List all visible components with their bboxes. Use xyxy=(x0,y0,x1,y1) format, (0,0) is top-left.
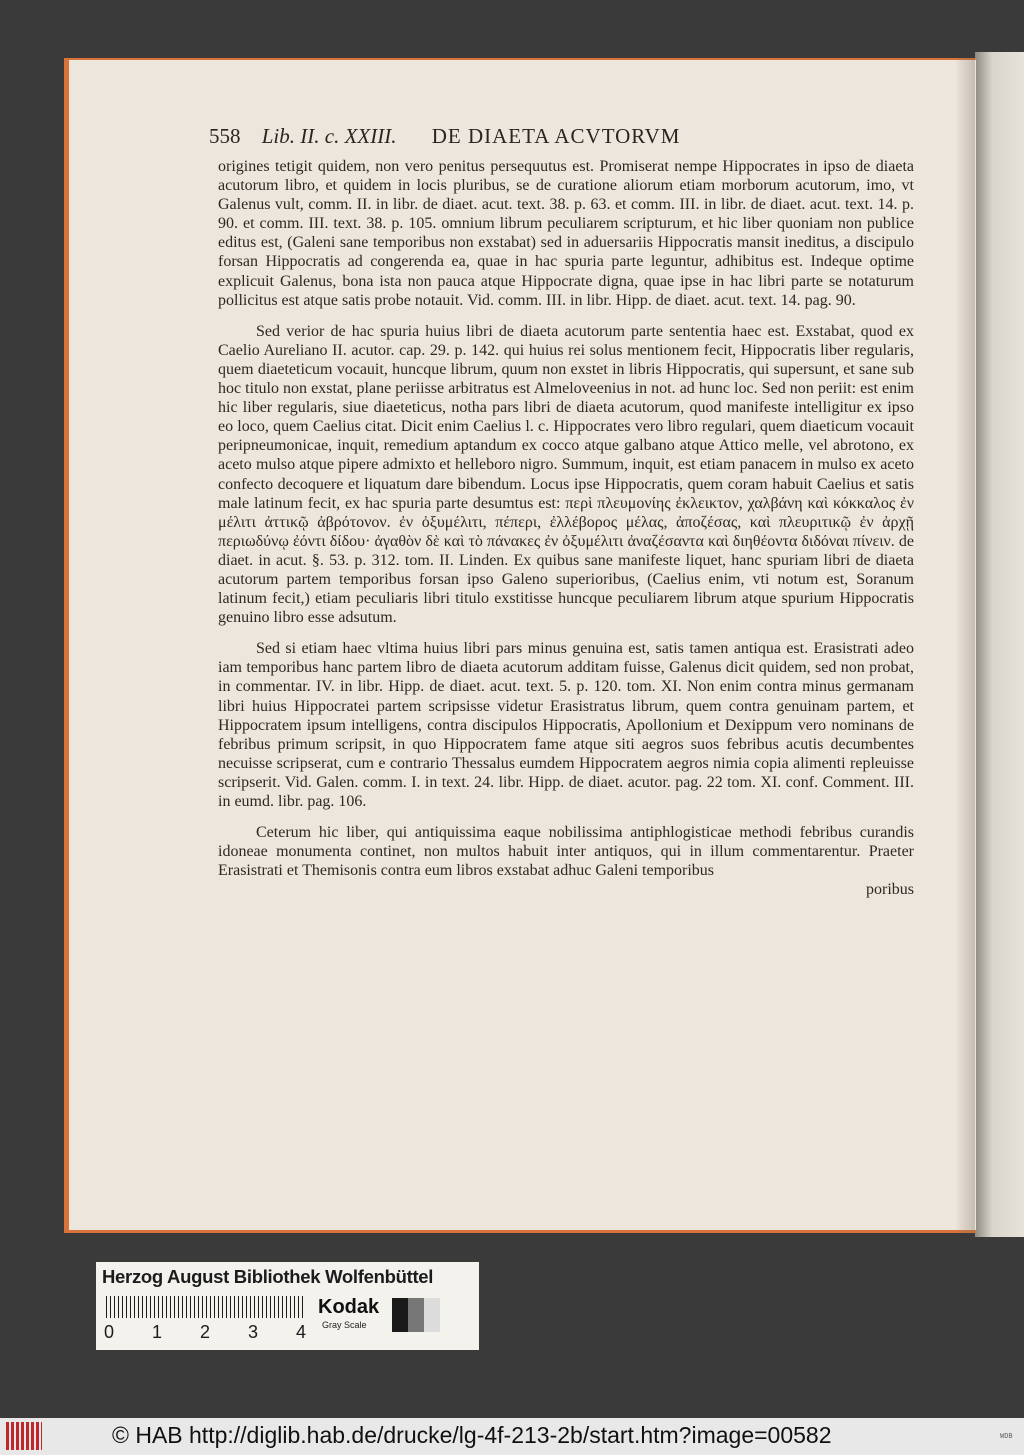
gray-patch-mid xyxy=(408,1298,424,1332)
kodak-logo: Kodak xyxy=(318,1296,380,1318)
running-header xyxy=(209,124,909,154)
gray-patch-light xyxy=(424,1298,440,1332)
paragraph-4-text: Ceterum hic liber, qui antiquissima eaque nobilissima antiphlogisticae methodi febribus curandis idoneae monumenta continet, non multos habuit inter antiquos, qui in illum commentarentur. Praeter Erasistrati et Themisonis contra eum libros exstabat adhuc Galeni temporibus xyxy=(218,824,914,880)
wdb-mark: WDB xyxy=(1000,1432,1013,1440)
paragraph-4 xyxy=(218,823,914,899)
ruler-digit: 0 xyxy=(104,1322,115,1342)
paragraph-2: Sed verior de hac spuria huius libri de diaeta acutorum parte sententia haec est. Exstabat, quod ex Caelio Aureliano II. acutor. cap. 29. p. 142. qui huius rei solus mentionem fecit, Hippocratis liber regularis, quem diaeteticum vocauit, huncque librum, quum non exstet in libris Hippocratis, qui supersunt, et sane sub hoc titulo non exstat, plane periisse arbitratus est Almeloveenius in not. ad hunc loc. Sed non periit: est enim hic liber regularis, siue diaeteticus, notha pars libri de diaeta acutorum, quod manifeste intelligitur ex ipso eo loco, quem Caelius citat. Dicit enim Caelius l. c. Hippocrates vero libro regulari, quem diaeticum vocauit peripneumonicae, inquit, remedium aptandum ex cocco atque galbano atque Attico melle, vel abrotono, ex aceto mulso atque pipere admixto et helleboro nigro. Summum, inquit, est etiam panacem in mulso ex aceto confecto decoquere et liquatum dare bibendum. Locus ipse Hippocratis, quem coram habuit Caelius et satis male latinum fecit, ex hac spuria parte desumtus est: περὶ πλευμονίης ἐκλεικτον, χαλβάνη καὶ κόκκαλος ἐν μέλιτι ἀττικῷ ἀβρότονον. ἐν ὀξυμέλιτι, πέπερι, ἐλλέβορος μέλας, ἀποζέσας, καὶ πλευριτικῷ ἐν ἀρχῇ περιωδύνῳ ἐόντι δίδου· ἀγαθὸν δὲ καὶ τὸ πάνακες ἐν ὀξυμέλιτι ἀναζέσαντα καὶ διηθέοντα διδόναι πίνειν. de diaet. in acut. §. 53. p. 312. tom. II. Linden. Ex quibus sane manifeste liquet, hanc spuriam libri de diaeta acutorum partem temporibus forsan ipso Galeno superioribus, (Caelius enim, vti notum est, Soranum latinum fecit,) etiam peculiaris libri titulo exstitisse huncque peculiarem librum atque spurium Hippocratis genuino libro esse adsutum. xyxy=(218,322,914,627)
page-body xyxy=(218,157,914,911)
ruler-digit: 1 xyxy=(152,1322,163,1342)
catchword: poribus xyxy=(866,881,914,899)
ruler-digits xyxy=(102,1322,312,1344)
source-url: © HAB http://diglib.hab.de/drucke/lg-4f-213-2b/start.htm?image=00582 xyxy=(112,1422,832,1448)
ruler-digit: 3 xyxy=(248,1322,259,1342)
next-page-edge xyxy=(975,52,1024,1237)
gray-patches xyxy=(392,1298,440,1332)
hab-logo-icon xyxy=(6,1422,42,1450)
page-gutter-shadow xyxy=(955,58,975,1233)
footer-bar xyxy=(0,1418,1024,1455)
paragraph-1: origines tetigit quidem, non vero penitus persequutus est. Promiserat nempe Hippocrates in ipso de diaeta acutorum libro, et quidem in locis pluribus, se de curatione aliorum etiam morborum acutorum, imo, vt Galenus vult, comm. II. in libr. de diaet. acut. text. 38. p. 63. et comm. III. in libr. de diaet. acut. text. 14. p. 90. et comm. III. text. 38. p. 105. omnium librum peculiarem scripturum, et hic liber quoniam non publice editus est, (Galeni sane temporibus non exstabat) sed in aduersariis Hippocratis mansit ineditus, a discipulo forsan Hippocratis ad congerenda ea, quae in hac spuria parte leguntur, adhibitus est. Indeque optime explicuit Galenus, bona ista non pauca atque Hippocrate digna, quae ipse in hac libri parte se notaturum pollicitus est atque satis probe notauit. Vid. comm. III. in libr. Hipp. de diaet. acut. text. 14. pag. 90. xyxy=(218,158,914,309)
gray-scale-label: Gray Scale xyxy=(322,1320,367,1330)
library-name: Herzog August Bibliothek Wolfenbüttel xyxy=(102,1266,434,1287)
color-target-card xyxy=(96,1262,479,1350)
running-title: DE DIAETA ACVTORVM xyxy=(431,124,681,148)
gray-patch-dark xyxy=(392,1298,408,1332)
scale-ruler xyxy=(106,1296,306,1318)
ruler-digit: 2 xyxy=(200,1322,211,1342)
ruler-digit: 4 xyxy=(296,1322,307,1342)
paragraph-3: Sed si etiam haec vltima huius libri pars minus genuina est, satis tamen antiqua est. Erasistrati adeo iam temporibus hanc partem libro de diaeta acutorum additam fuisse, Galenus dicit quidem, sed non probat, in commentar. IV. in libr. Hipp. de diaet. acut. text. 5. p. 120. tom. XI. Non enim contra minus germanam libri huius Hippocratei partem scripsisse videtur Erasistratus librum, quem contra genuinam partem, et Hippocratem ipsum intelligens, contra discipulos Hippocratis, Apollonium et Dexippum vero nominans de febribus primum scripsit, in quo Hippocratem fame atque siti aegros suos febribus acutis decumbentes necuisse scripserat, cum e contrario Thessalus eumdem Hippocratem aegros nimia copia alimenti repleuisse scripserit. Vid. Galen. comm. I. in text. 24. libr. Hipp. de diaet. acutor. pag. 22 tom. XI. conf. Comment. III. in eumd. libr. pag. 106. xyxy=(218,640,914,810)
section-reference: Lib. II. c. XXIII. xyxy=(261,124,397,148)
page-number: 558 xyxy=(209,124,241,148)
